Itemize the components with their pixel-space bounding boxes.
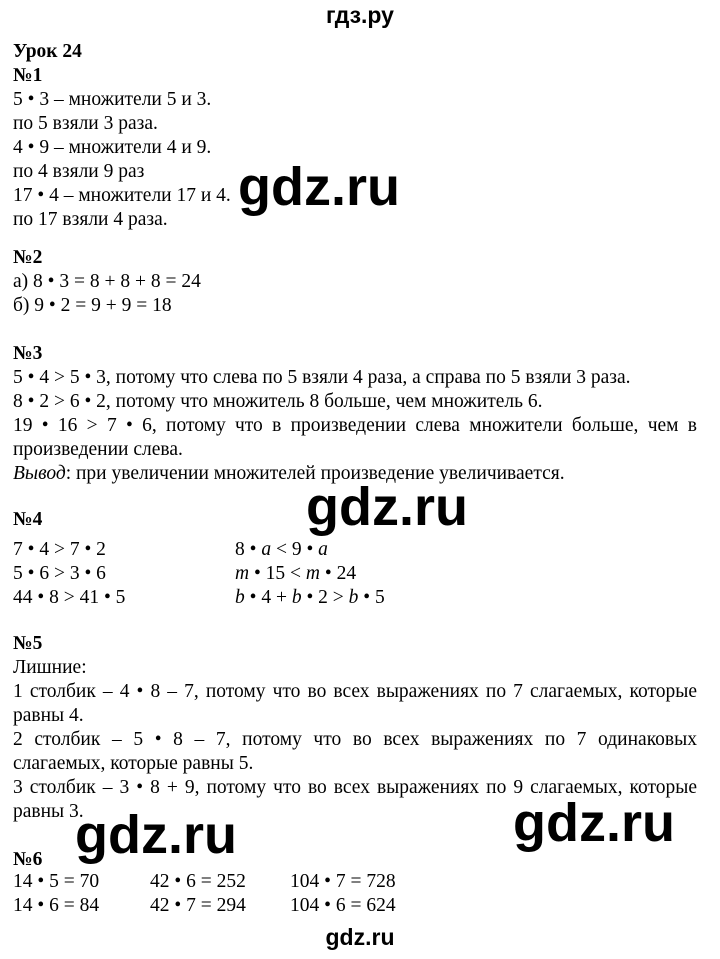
ex4-var: a — [318, 539, 328, 560]
lesson-title: Урок 24 — [13, 41, 82, 62]
ex1-line: 5 • 3 – множители 5 и 3. — [13, 89, 212, 110]
ex6-cell: 14 • 5 = 70 — [13, 871, 100, 892]
conclusion-label: Вывод — [13, 463, 66, 484]
ex5-intro: Лишние: — [13, 657, 87, 678]
ex6-cell: 104 • 7 = 728 — [290, 871, 396, 892]
ex2-line: а) 8 • 3 = 8 + 8 + 8 = 24 — [13, 271, 201, 292]
conclusion-text: : при увеличении множителей произведение увеличивается. — [65, 463, 565, 484]
ex1-line: по 5 взяли 3 раза. — [13, 113, 158, 134]
ex5-line: равны 4. — [13, 705, 84, 726]
ex4-var: b — [291, 587, 302, 608]
ex4-var: a — [261, 539, 272, 560]
ex1-line: 4 • 9 – множители 4 и 9. — [13, 137, 212, 158]
ex1-line: по 17 взяли 4 раза. — [13, 209, 168, 230]
ex5-line: равны 3. — [13, 801, 84, 822]
ex4-part: • 5 — [358, 587, 385, 608]
ex5-heading: №5 — [13, 633, 43, 654]
ex2-heading: №2 — [13, 247, 43, 268]
ex4-part: • 4 + — [244, 587, 292, 608]
ex4-left: 7 • 4 > 7 • 2 — [13, 539, 106, 560]
watermark: gdz.ru — [513, 793, 675, 853]
ex1-heading: №1 — [13, 65, 43, 86]
ex5-line: 1 столбик – 4 • 8 – 7, потому что во всех выражениях по 7 слагаемых, которые — [13, 681, 697, 702]
ex4-left: 44 • 8 > 41 • 5 — [13, 587, 126, 608]
ex3-line: произведении слева. — [13, 439, 183, 460]
ex4-part: • 2 > — [301, 587, 349, 608]
ex5-line: слагаемых, которые равны 5. — [13, 753, 254, 774]
ex4-left: 5 • 6 > 3 • 6 — [13, 563, 106, 584]
watermark: gdz.ru — [306, 477, 468, 537]
ex4-right — [235, 562, 356, 586]
ex3-conclusion — [13, 462, 565, 486]
ex6-cell: 42 • 7 = 294 — [150, 895, 246, 916]
ex4-heading: №4 — [13, 509, 43, 530]
site-header: гдз.ру — [326, 2, 394, 28]
ex3-line: 5 • 4 > 5 • 3, потому что слева по 5 взяли 4 раза, а справа по 5 взяли 3 раза. — [13, 367, 631, 388]
ex1-line: 17 • 4 – множители 17 и 4. — [13, 185, 231, 206]
ex4-var: b — [235, 587, 245, 608]
ex6-cell: 42 • 6 = 252 — [150, 871, 246, 892]
ex4-var: m — [305, 563, 321, 584]
watermark: gdz.ru — [75, 805, 237, 865]
ex4-right — [235, 586, 385, 610]
ex6-heading: №6 — [13, 849, 43, 870]
ex4-right — [235, 538, 328, 562]
ex2-line: б) 9 • 2 = 9 + 9 = 18 — [13, 295, 172, 316]
ex3-line: 8 • 2 > 6 • 2, потому что множитель 8 больше, чем множитель 6. — [13, 391, 543, 412]
site-footer: gdz.ru — [325, 924, 395, 950]
ex3-line: 19 • 16 > 7 • 6, потому что в произведении слева множители больше, чем в — [13, 415, 697, 436]
ex4-var: b — [348, 587, 359, 608]
ex4-var: m — [235, 563, 250, 584]
ex1-line: по 4 взяли 9 раз — [13, 161, 145, 182]
ex4-part: • 24 — [320, 563, 357, 584]
ex4-part: 8 • — [235, 539, 262, 560]
ex4-part: < 9 • — [271, 539, 319, 560]
ex5-line: 3 столбик – 3 • 8 + 9, потому что во всех выражениях по 9 слагаемых, которые — [13, 777, 697, 798]
ex3-heading: №3 — [13, 343, 43, 364]
ex4-part: • 15 < — [249, 563, 306, 584]
watermark: gdz.ru — [238, 157, 400, 217]
ex5-line: 2 столбик – 5 • 8 – 7, потому что во всех выражениях по 7 одинаковых — [13, 729, 697, 750]
ex6-cell: 14 • 6 = 84 — [13, 895, 100, 916]
ex6-cell: 104 • 6 = 624 — [290, 895, 396, 916]
